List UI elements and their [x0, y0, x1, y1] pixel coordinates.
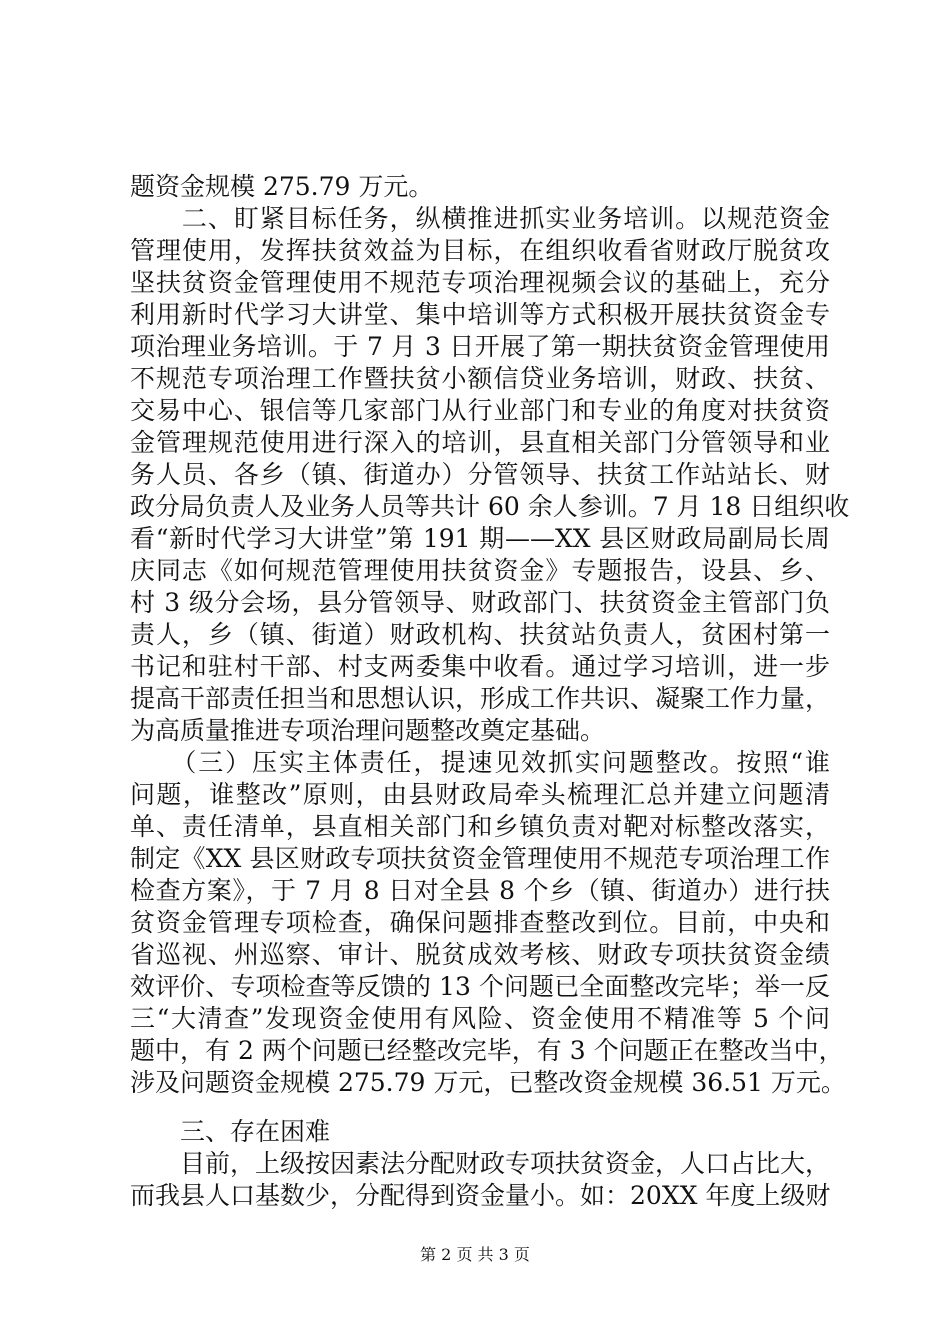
- text-line: 目前，上级按因素法分配财政专项扶贫资金，人口占比大，: [130, 1149, 831, 1178]
- text-line: 省巡视、州巡察、审计、脱贫成效考核、财政专项扶贫资金绩: [130, 940, 830, 969]
- text-line: 庆同志《如何规范管理使用扶贫资金》专题报告，设县、乡、: [130, 556, 830, 585]
- text-line: 涉及问题资金规模 275.79 万元，已整改资金规模 36.51 万元。: [130, 1068, 846, 1097]
- text-line: 坚扶贫资金管理使用不规范专项治理视频会议的基础上，充分: [130, 268, 830, 297]
- text-line: 为高质量推进专项治理问题整改奠定基础。: [130, 716, 606, 745]
- text-line: 提高干部责任担当和思想认识，形成工作共识、凝聚工作力量，: [130, 684, 831, 713]
- text-line: 金管理规范使用进行深入的培训，县直相关部门分管领导和业: [130, 428, 830, 457]
- text-line: 利用新时代学习大讲堂、集中培训等方式积极开展扶贫资金专: [130, 300, 830, 329]
- text-line: （三）压实主体责任，提速见效抓实问题整改。按照“谁: [130, 748, 830, 777]
- text-line: 书记和驻村干部、村支两委集中收看。通过学习培训，进一步: [130, 652, 830, 681]
- text-line: 效评价、专项检查等反馈的 13 个问题已全面整改完毕；举一反: [130, 972, 830, 1001]
- text-line: 看“新时代学习大讲堂”第 191 期——XX 县区财政局副局长周: [130, 524, 830, 553]
- text-line: 题中，有 2 两个问题已经整改完毕，有 3 个问题正在整改当中，: [130, 1036, 844, 1065]
- text-line: 管理使用，发挥扶贫效益为目标，在组织收看省财政厅脱贫攻: [130, 236, 830, 265]
- text-line: 不规范专项治理工作暨扶贫小额信贷业务培训，财政、扶贫、: [130, 364, 830, 393]
- text-line: 交易中心、银信等几家部门从行业部门和专业的角度对扶贫资: [130, 396, 830, 425]
- text-line: 项治理业务培训。于 7 月 3 日开展了第一期扶贫资金管理使用: [130, 332, 830, 361]
- text-line: 而我县人口基数少，分配得到资金量小。如：20XX 年度上级财: [130, 1181, 831, 1210]
- text-line: 制定《XX 县区财政专项扶贫资金管理使用不规范专项治理工作: [130, 844, 830, 873]
- text-line: 单、责任清单，县直相关部门和乡镇负责对靶对标整改落实，: [130, 812, 830, 841]
- text-line: 二、盯紧目标任务，纵横推进抓实业务培训。以规范资金: [130, 204, 830, 233]
- section-heading: 三、存在困难: [130, 1117, 331, 1146]
- text-line: 贫资金管理专项检查，确保问题排查整改到位。目前，中央和: [130, 908, 830, 937]
- text-line: 责人，乡（镇、街道）财政机构、扶贫站负责人，贫困村第一: [130, 620, 830, 649]
- text-line: 题资金规模 275.79 万元。: [130, 172, 434, 201]
- text-line: 政分局负责人及业务人员等共计 60 余人参训。7 月 18 日组织收: [130, 492, 850, 521]
- text-line: 村 3 级分会场，县分管领导、财政部门、扶贫资金主管部门负: [130, 588, 830, 617]
- text-line: 务人员、各乡（镇、街道办）分管领导、扶贫工作站站长、财: [130, 460, 830, 489]
- text-line: 检查方案》，于 7 月 8 日对全县 8 个乡（镇、街道办）进行扶: [130, 876, 830, 905]
- text-line: 三“大清查”发现资金使用有风险、资金使用不精准等 5 个问: [130, 1004, 830, 1033]
- page-footer: 第 2 页 共 3 页: [420, 1245, 530, 1264]
- text-line: 问题，谁整改”原则，由县财政局牵头梳理汇总并建立问题清: [130, 780, 830, 809]
